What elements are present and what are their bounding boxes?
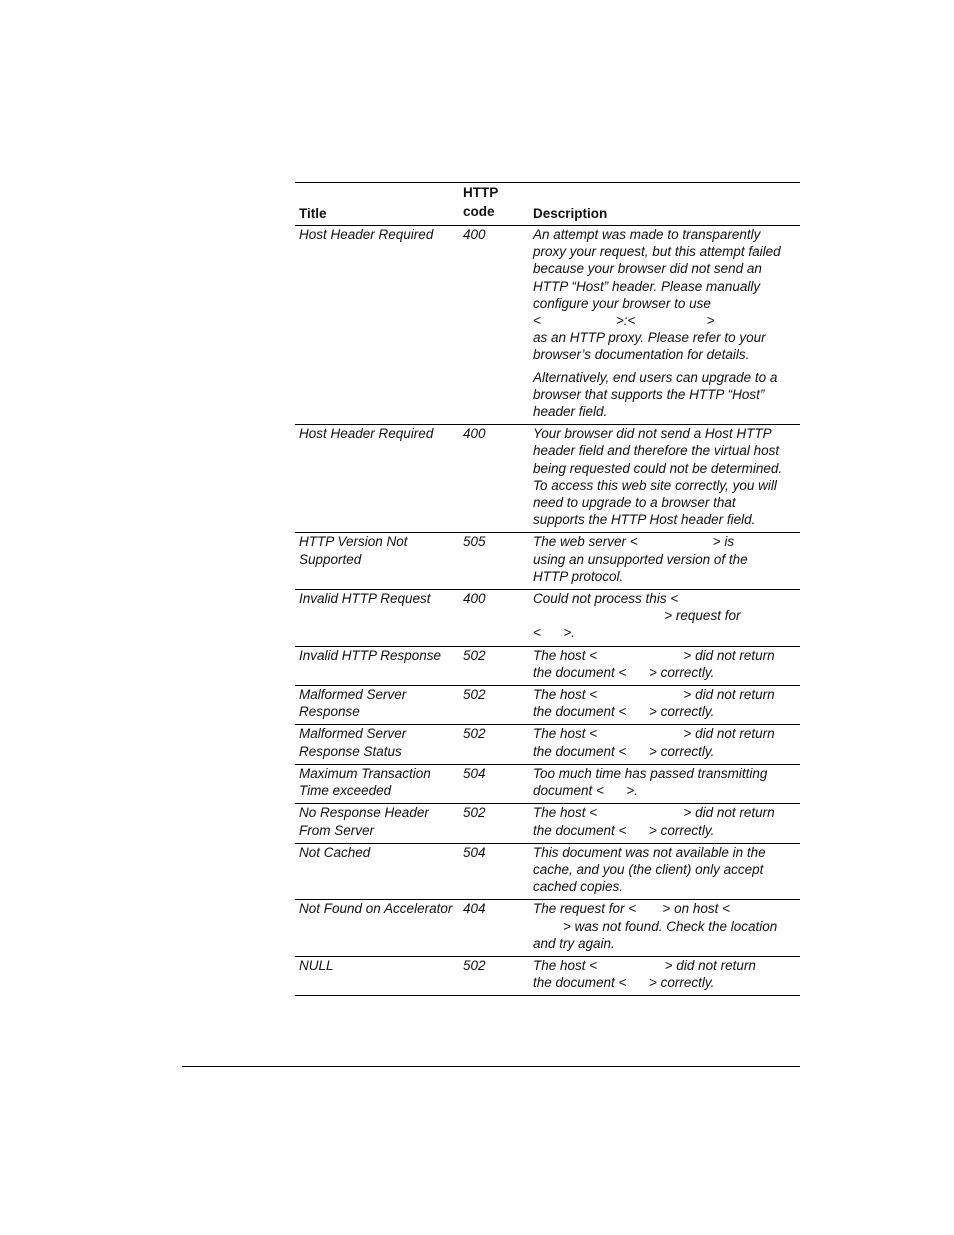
description-line: because your browser did not send an — [533, 261, 762, 277]
row-description — [533, 957, 800, 995]
table-row — [295, 900, 800, 957]
row-description — [533, 844, 800, 900]
description-line: supports the HTTP Host header field. — [533, 512, 756, 528]
row-http-code: 502 — [463, 687, 486, 703]
table-row — [295, 765, 800, 804]
header-http-code — [463, 183, 533, 225]
description-line: Alternatively, end users can upgrade to a — [533, 369, 778, 385]
description-line: browser that supports the HTTP “Host” — [533, 386, 765, 402]
description-line: < >:< > — [533, 313, 715, 329]
description-paragraph — [533, 590, 796, 642]
row-title: No Response Header From Server — [299, 805, 429, 838]
row-description — [533, 804, 800, 842]
description-line: > request for — [533, 608, 741, 624]
row-http-code: 504 — [463, 765, 486, 781]
description-line: Too much time has passed transmitting — [533, 765, 768, 781]
description-line: The host < > did not return — [533, 647, 775, 663]
table-row — [295, 844, 800, 901]
description-line: < >. — [533, 625, 576, 641]
row-description — [533, 590, 800, 646]
row-title: Not Found on Accelerator — [299, 901, 453, 917]
row-description — [533, 765, 800, 803]
description-paragraph — [533, 765, 796, 799]
description-line: and try again. — [533, 935, 615, 951]
description-line: the document < > correctly. — [533, 822, 715, 838]
row-http-code: 502 — [463, 957, 486, 973]
description-paragraph — [533, 686, 796, 720]
header-http-code-line2: code — [463, 204, 495, 219]
description-line: > was not found. Check the location — [533, 918, 778, 934]
row-description — [533, 725, 800, 763]
row-title: HTTP Version Not Supported — [299, 534, 408, 567]
description-line: The request for < > on host < — [533, 901, 730, 917]
header-title: Title — [299, 206, 327, 221]
table-row — [295, 647, 800, 686]
description-line: browser’s documentation for details. — [533, 347, 750, 363]
row-title: Host Header Required — [299, 426, 434, 442]
row-description — [533, 425, 800, 532]
description-line: header field. — [533, 404, 608, 420]
description-line: need to upgrade to a browser that — [533, 495, 736, 511]
row-description — [533, 533, 800, 589]
description-line: The host < > did not return — [533, 726, 775, 742]
description-line: HTTP protocol. — [533, 568, 624, 584]
description-line: the document < > correctly. — [533, 743, 715, 759]
table-row — [295, 686, 800, 725]
description-line: The host < > did not return — [533, 805, 775, 821]
row-http-code: 502 — [463, 805, 486, 821]
description-line: To access this web site correctly, you will — [533, 477, 777, 493]
table-row — [295, 725, 800, 764]
row-description — [533, 686, 800, 724]
row-title: Invalid HTTP Response — [299, 647, 442, 663]
description-line: This document was not available in the — [533, 844, 766, 860]
table-row — [295, 804, 800, 843]
table-row — [295, 590, 800, 647]
description-paragraph — [533, 844, 796, 896]
row-http-code: 404 — [463, 901, 486, 917]
description-line: An attempt was made to transparently — [533, 227, 761, 242]
description-paragraph — [533, 369, 796, 421]
footer-divider — [182, 1066, 800, 1067]
row-description — [533, 647, 800, 685]
description-line: using an unsupported version of the — [533, 551, 748, 567]
description-paragraph — [533, 647, 796, 681]
table-row — [295, 425, 800, 533]
table-row — [295, 957, 800, 995]
row-title: NULL — [299, 957, 334, 973]
row-title: Invalid HTTP Request — [299, 591, 431, 607]
table-row — [295, 533, 800, 590]
row-title: Host Header Required — [299, 227, 434, 242]
description-paragraph — [533, 425, 796, 528]
description-line: the document < > correctly. — [533, 664, 715, 680]
description-line: The host < > did not return — [533, 957, 756, 973]
header-http-code-line1: HTTP — [463, 185, 499, 200]
description-paragraph — [533, 533, 796, 585]
description-line: configure your browser to use — [533, 295, 711, 311]
row-http-code: 504 — [463, 844, 486, 860]
row-title: Malformed Server Response Status — [299, 726, 407, 759]
row-description — [533, 226, 800, 424]
row-http-code: 400 — [463, 426, 486, 442]
description-line: header field and therefore the virtual host — [533, 443, 780, 459]
description-paragraph — [533, 900, 796, 952]
description-line: being requested could not be determined. — [533, 460, 783, 476]
row-http-code: 400 — [463, 591, 486, 607]
description-line: HTTP “Host” header. Please manually — [533, 278, 761, 294]
description-line: Could not process this < — [533, 591, 679, 607]
error-messages-table — [295, 182, 800, 996]
row-title: Maximum Transaction Time exceeded — [299, 765, 431, 799]
description-paragraph — [533, 804, 796, 838]
description-line: cache, and you (the client) only accept — [533, 861, 764, 877]
row-http-code: 502 — [463, 647, 486, 663]
description-line: The web server < > is — [533, 534, 735, 550]
row-title: Malformed Server Response — [299, 687, 407, 720]
description-paragraph — [533, 226, 796, 364]
table-header-row — [295, 183, 800, 226]
description-paragraph — [533, 957, 796, 991]
description-line: the document < > correctly. — [533, 704, 715, 720]
row-description — [533, 900, 800, 956]
description-line: proxy your request, but this attempt failed — [533, 244, 781, 260]
row-http-code: 505 — [463, 534, 486, 550]
row-http-code: 502 — [463, 726, 486, 742]
description-paragraph — [533, 725, 796, 759]
description-line: as an HTTP proxy. Please refer to your — [533, 330, 766, 346]
description-line: the document < > correctly. — [533, 975, 715, 991]
table-row — [295, 226, 800, 425]
table-body — [295, 226, 800, 995]
description-line: The host < > did not return — [533, 687, 775, 703]
description-line: document < >. — [533, 783, 639, 799]
row-title: Not Cached — [299, 844, 371, 860]
header-description: Description — [533, 206, 608, 221]
row-http-code: 400 — [463, 227, 486, 242]
description-line: cached copies. — [533, 879, 624, 895]
description-line: Your browser did not send a Host HTTP — [533, 426, 772, 442]
